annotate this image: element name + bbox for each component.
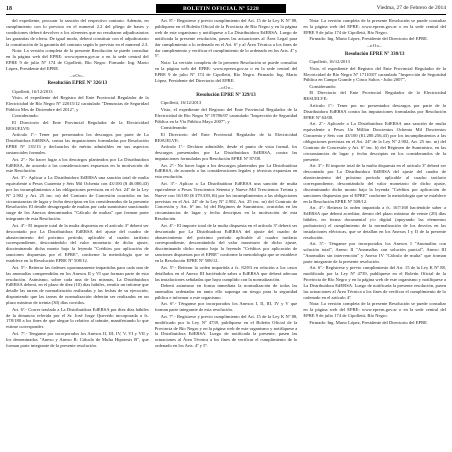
paragraph: Art. 8º.- Registrese y previo cumplimiento del Art. 15 de la Ley K Nº 88, publíquese en el Boletín Oficial de la Provincia de Río Negro y en la página web de este organismo y notifíquese a La Distribuidora EdERSA. Luego de notificada la presente resolución, pasen las actuaciones al Área Legal para dar cumplimiento a lo ordenado en el Art. 6º y al Área Técnica a los fines de dar cumplimiento y verificar el cumplimiento de lo ordenado en los Arts. 4º y 5º. bbox=[154, 18, 298, 59]
section-separator: –oOo– bbox=[367, 43, 383, 49]
bulletin-title: BOLETIN OFICIAL Nº 5228 bbox=[156, 4, 286, 13]
paragraph: El Directorio del Ente Provincial Regulador de la Electricidad RESUELVE: bbox=[154, 131, 298, 143]
paragraph: Nota: La versión completa de la presente Resolución se puede consultar en la página web del EPRE: www.eprern.gov.ar o en la sede central del EPRE 9 de julio 174 de Cipolletti, Río Negro. bbox=[303, 18, 446, 35]
paragraph: Art. 4º.- Reiterar la orden impartida a fs. 167/168 haciéndole saber a EdERSA que deberá acreditar, dentro del plazo máximo de veinte (20) días hábiles, en forma documental y/o digital (apoyando las elementos probatorios) el cumplimiento de la normalización de los desvíos en las instalaciones eléctricas, que se detallan en los Anexos I y II de la presente resolución. bbox=[303, 205, 446, 240]
page-number: 18 bbox=[6, 5, 12, 12]
paragraph: Nota: La versión completa de la presente Resolución se puede consultar en la página web del EPRE: www.eprern.gov.ar o en la sede central del EPRE 9 de julio Nº 174 de Cipolletti, Río Negro. Firmado: Ing. Mario López, Presidente del Directorio del EPRE. bbox=[154, 59, 298, 83]
paragraph: Art. 7º.- Tenganse por incorporados los Anexos II, III, IV, V, VI y VII y los denominados "Anexo y Anexo B: Cálculo de Multa Hipotesis B", que forman parte integrante de la presente resolución. bbox=[6, 330, 149, 348]
paragraph: Art. 5º.- Reiterar las órdenes oportunamente impartidas para cada una de las anomalías comprendidas en los Anexos II y VI que forman parte de esta resolución. Asimismo, sobre cada una de las mismas, La Distribuidora EdERSA deberá, en el plazo de diez (10) días hábiles, remitir un informe que detalle las tareas de normalización realizadas y las fechas de su ejecución, disponiendo que las tareas de normalización deberán ser realizadas en un plazo máximo de treinta (30) días corridos. bbox=[6, 264, 149, 306]
paragraph: Art. 5º.- Reiterar la orden impartida a fs. 82/83 en relación a los casos detallados en el Anexo III haciéndole saber a EdERSA que deberá adecuar las instalaciones señaladas que haya cumplido con la normalización. bbox=[154, 264, 298, 282]
paragraph: Art. 3º.- Aplicar a La Distribuidora EdERSA una sanción de multa equivalente a Pesos Trescientos Setenta y Nueve Mil Trescientos Treinta y Nueve con 16/100 ($ 379.339,16) por los incumplimientos a las obligaciones previstas en el Art. 24º de la Ley Nº 2.902, Art. 25 inc. m) del Contrato de Concesión y Art. 6º inc. b) del Régimen de Suministro, ocurridas en las circunstancias de lugar y fecha descriptas en la motivación de esta Resolución. bbox=[154, 180, 298, 222]
paragraph: Art. 7º.- Regístrese y previo cumplimiento del Art. 15 de la Ley K Nº 88, modificado por la Ley Nº 4739, publíquese en el Boletín Oficial de la Provincia de Río Negro y en la página web de este organismo y notifíquese a la Distribuidora EdERSA. Luego de notificada la presente, pasen las actuaciones al Área Técnica a los fines de verificar el cumplimiento de lo ordenado en los Arts. 4º y 5º. bbox=[154, 313, 298, 349]
resolution-heading: Resolución EPRE Nº 329/13 bbox=[196, 92, 256, 98]
paragraph: Considerando: bbox=[309, 83, 337, 89]
paragraph: Nota: La versión completa de la presente Resolución se puede consultar en la página web del EPRE: www.eprern.gov.ar o en la sede central del EPRE 9 de julio 174 de Cipolletti, Río Negro. bbox=[303, 301, 446, 319]
paragraph: Art. 6º.- Correr traslado a La Distribuidora EdERSA por diez días hábiles de la denuncia referida por el Sr. José Jorge Quevedo incorporada a fs. 178/180 a los fines de que alegue lo relativo al trámite, manifestando lo que estime corresponder. bbox=[6, 306, 149, 330]
paragraph: Nota: La versión completa de la presente Resolución se puede consultar en la página web del EPRE: www.eprern.gov.ar o en la sede central del EPRE 9 de julio Nº 174 de Cipolletti, Río Negro. Firmado: Ing. Mario López, Presidente del EPRE. bbox=[6, 48, 149, 71]
paragraph: El Directorio del Ente Provincial Regulador de la Electricidad RESUELVE: bbox=[6, 119, 149, 131]
paragraph: Art. 2º.- No hacer lugar a los descargos planteados por La Distribuidora EdERSA, de acuerdo a las consideraciones legales y técnicas expuestas en esta resolución. bbox=[154, 162, 298, 180]
paragraph: Cipolletti, 16/12/2013 bbox=[12, 88, 53, 94]
paragraph: Artículo 1º.- Tener por presentados los descargos por parte de La Distribuidora EdERSA, contra las imputaciones formuladas por Resolución EPRE Nº 135/13 y declararlos de mérito admisibles en sus aspectos sustanciales formales. bbox=[6, 132, 149, 156]
column-left bbox=[6, 18, 149, 452]
paragraph: Considerando: bbox=[12, 113, 39, 119]
page-header bbox=[6, 3, 446, 15]
paragraph: Cipolletti, 16/12/2013 bbox=[160, 100, 202, 106]
paragraph: Art. 6º.- Ténganse por incorporados los Anexos I, II, III, IV y V que forman parte integrante de esta resolución. bbox=[154, 301, 298, 313]
paragraph: Art. 4º.- El importe total de la multa dispuesta en el artículo 3º deberá ser descontado por La Distribuidora EdERSA del ajuste del cuadro de abastecimiento del próximo período, aplicable al cuadro tarifario correspondiente, descontándolo del valor monetario de dicho ajuste, discriminando dicha monto bajo la leyenda "Créditos por aplicación de sanciones dispuestas por el EPRE", conforme la metodología que se establece en la Resolución EPRE Nº 508/12. bbox=[6, 222, 149, 264]
paragraph: Visto, el expediente del Registro del Ente Provincial Regulador de la Electricidad de Río Negro Nº 22015/12 caratulado "Denuncias de Seguridad Pública Mes de Diciembre del 2012", y bbox=[6, 95, 149, 112]
paragraph: El Directorio del Ente Provincial Regulador de la Electricidad RESUELVE: bbox=[303, 90, 446, 102]
paragraph: Deberá asimismo en forma inmediata la normalización de todas las anomalías ordenadas en tanto ello suponga un riesgo para la seguridad pública e informar a este organismo. bbox=[154, 283, 298, 300]
publication-date: Viedma, 27 de Febrero de 2014 bbox=[376, 5, 446, 11]
paragraph: Art. 4º.- El importe total de la multa dispuesta en el artículo 3º deberá ser descontado por La Distribuidora EdERSA del ajuste del cuadro de abastecimiento del próximo período aplicable al cuadro tarifario correspondiente, descontándolo del valor monetario de dicho ajuste, discriminando dicho monto bajo la leyenda "Créditos por aplicación de sanciones dispuestas por el EPRE" conforme la metodología que se establece en la Resolución EPRE Nº 508/12. bbox=[154, 222, 298, 264]
resolution-heading: Resolución EPRE Nº 326/13 bbox=[47, 81, 108, 87]
section-separator: –oOo– bbox=[218, 84, 234, 90]
paragraph: Art. 3º.- Aplicar a La Distribuidora EdERSA una sanción total de multa equivalente a Pesos Cuarenta y Seis Mil Ochenta con 43/100 ($ 46.080,43) por los incumplimientos a las obligaciones previstas en el Art. 24º de la Ley Nº 2.902 y Art. 25 inc. m) del Contrato de Concesión ocurridos en las circunstancias de lugar y fecha descriptas en los considerandos de la presente Resolución. El detalle desagregado de multas por cada suministro sancionado surge de los Anexos denominados "Cálculo de multas" que forman parte integrante de esta Resolución. bbox=[6, 174, 149, 222]
paragraph: Firmado: Ing. Mario López, Presidente del Directorio del EPRE. bbox=[309, 319, 429, 325]
paragraph: Art. 2º.- No hacer lugar a los descargos planteados por La Distribuidora EdERSA, de acuerdo a las consideraciones expuestas en la motivación de este Resolución. bbox=[6, 156, 149, 174]
paragraph: Artículo 1º.- Declarar admisible, desde el punto de vista formal, los descargos presentados por La Distribuidora EdERSA, contra las imputaciones formuladas por Resolución EPRE Nº 87/08. bbox=[154, 144, 298, 161]
paragraph: Art. 3º.- El importe total de la multa dispuesta en el artículo 3º deberá ser descontado por La Distribuidora EdERSA del ajuste del cuadro de abastecimiento del próximo período aplicable al cuadro tarifario correspondiente, descontándolo del valor monetario de dicho ajuste, discriminando dicho monto bajo la leyenda "Créditos por aplicación de sanciones dispuestas por el EPRE" conforme la metodología que se establece en la Resolución EPRE Nº 508/12. bbox=[303, 163, 446, 204]
paragraph: Artículo 1º.- Tener por no presentados descargos por parte de la Distribuidora EdERSA contra las imputaciones formuladas por Resolución EPRE Nº 63/08. bbox=[303, 102, 446, 120]
paragraph: del expediente, procurar la sanción del respectivo contrato. Además, en cumplimiento con lo previsto en el numeral 2.2 del pliego de bases y condiciones deberá devolver a los oferentes que no resultaron adjudicatarios las garantías de oferta. De igual modo, deberá constituir con el adjudicatario la constitución de la garantía del contrato según lo previsto en el numeral 2.3. bbox=[6, 18, 149, 47]
paragraph: Art. 2º.- Aplicarle a La Distribuidora EdERSA una sanción de multa equivalente a Pesos Un Millón Doscientos Ochenta Mil Doscientos Cincuenta y Seis con 43/100 ($1.280.256,43) por los incumplimientos a las obligaciones previstas en el Art. 24º de la Ley Nº 2.902, Art. 25 inc. m) del Contrato de Concesión y Art. 6º inc. b) del Régimen de Suministro, en las circunstancias de lugar y fecha descriptas en los considerandos de la presente. bbox=[303, 121, 446, 162]
paragraph: Art. 6º.- Regístrese y previo cumplimiento del Art. 15 de la Ley K Nº 88, modificado por la Ley Nº 4739, publíquese en el Boletín Oficial de la Provincia de Río Negro y en la página web de este organismo y notifíquese a La Distribuidora EdERSA. Luego de notificada la presente resolución, pasen las actuaciones al Área Técnica a los fines de verificar el cumplimiento de lo ordenado en el artículo 4º. bbox=[303, 265, 446, 300]
resolution-heading: Resolución EPRE Nº 330/13 bbox=[344, 51, 405, 57]
paragraph: Cipolletti, 16/12/2013 bbox=[309, 59, 350, 65]
paragraph: Visto, el expediente del Registro del Ente Provincial Regulador de la Electricidad de Río Negro Nº 17110/07 caratulado "Inspección de Seguridad Pública en Campo Grande y Cinco Saltos - Julio 2007", bbox=[303, 65, 446, 83]
paragraph: Visto, el expediente del Registro del Ente Provincial Regulador de la Electricidad de Río Negro Nº 19786/07 caratulado "Inspección de Seguridad Pública en la Vía Pública Mayo 2007", y bbox=[154, 106, 298, 124]
paragraph: Art. 5º.- Ténganse por incorporados los Anexos I "Anomalías con solución total", Anexo II "Anomalías con solución parcial", Anexo III "Anomalías sin intervención" y Anexo IV "Cálculo de multa" que forman parte integrante de la presente resolución. bbox=[303, 241, 446, 264]
text-columns bbox=[6, 18, 446, 452]
column-right bbox=[303, 18, 446, 452]
paragraph: Considerando: bbox=[160, 125, 188, 131]
paragraph: Firmado: Ing. Mario López, Presidente del Directorio del EPRE. bbox=[309, 36, 429, 42]
column-middle bbox=[155, 18, 298, 452]
section-separator: –oOo– bbox=[69, 72, 85, 78]
